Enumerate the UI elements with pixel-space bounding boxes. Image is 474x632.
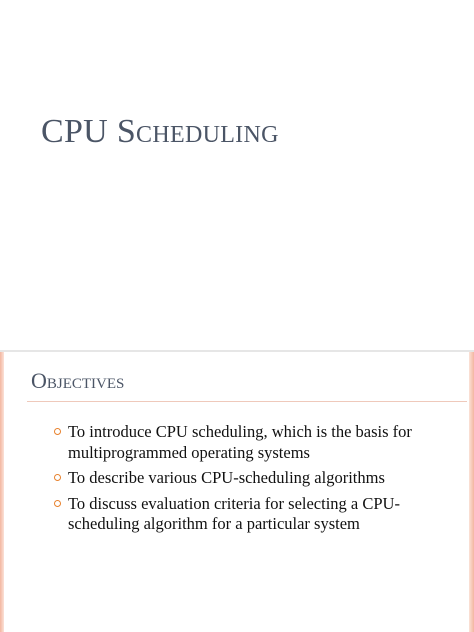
- heading-rule: [27, 401, 467, 402]
- objectives-slide: [0, 352, 474, 632]
- circle-bullet-icon: [54, 500, 61, 507]
- bullet-text: To discuss evaluation criteria for selecting a CPU-scheduling algorithm for a particular system: [68, 493, 400, 533]
- right-accent-stripe: [469, 352, 474, 632]
- circle-bullet-icon: [54, 428, 61, 435]
- bullet-text: To introduce CPU scheduling, which is the basis for multiprogrammed operating systems: [68, 422, 412, 462]
- circle-bullet-icon: [54, 474, 61, 481]
- list-item: [54, 468, 454, 489]
- list-item: [54, 422, 454, 463]
- objectives-list: [54, 422, 454, 540]
- objectives-heading: Objectives: [31, 368, 125, 393]
- slide-title: CPU Scheduling: [41, 113, 279, 150]
- bullet-text: To describe various CPU-scheduling algorithms: [68, 468, 385, 487]
- list-item: [54, 494, 454, 535]
- left-accent-stripe: [0, 352, 4, 632]
